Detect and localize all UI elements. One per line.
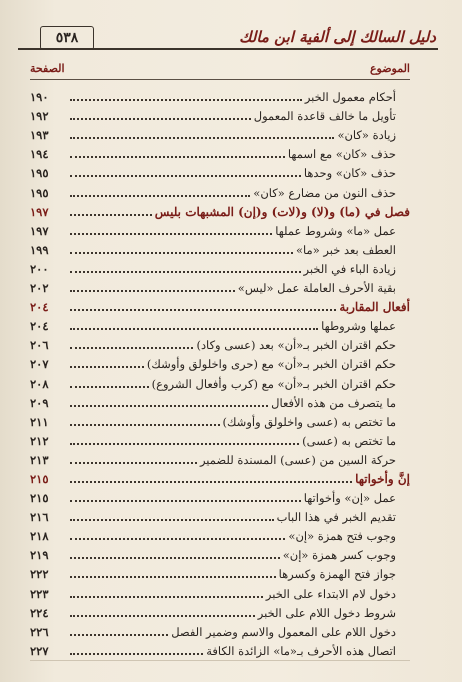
toc-entry <box>30 220 410 239</box>
entry-page-number: ١٩٢ <box>30 109 49 124</box>
entry-title: ما تختص به (عسى) <box>302 433 396 448</box>
toc-entry <box>30 124 410 143</box>
dot-leader <box>70 137 334 139</box>
entry-title: ما تختص به (عسى واخلولق وأوشك) <box>222 414 396 429</box>
dot-leader <box>70 118 251 120</box>
dot-leader <box>70 175 301 177</box>
dot-leader <box>70 309 336 311</box>
entry-title: حكم اقتران الخبر بـ«أن» بعد (عسى وكاد) <box>196 338 396 353</box>
entry-title: وجوب فتح همزة «إن» <box>288 529 396 544</box>
header-rule <box>18 48 438 50</box>
page-number: ٥٣٨ <box>40 26 94 50</box>
entry-title: دخول لام الابتداء على الخبر <box>265 586 396 601</box>
entry-page-number: ٢٢٢ <box>30 567 49 582</box>
toc-entry <box>30 105 410 124</box>
toc-entry <box>30 544 410 563</box>
entry-page-number: ١٩٥ <box>30 166 49 181</box>
dot-leader <box>70 500 301 502</box>
entry-page-number: ١٩٥ <box>30 185 49 200</box>
entry-page-number: ١٩٧ <box>30 204 49 219</box>
dot-leader <box>70 481 352 483</box>
toc-entry <box>30 315 410 334</box>
entry-title: العطف بعد خبر «ما» <box>296 242 396 257</box>
toc-entry <box>30 640 410 659</box>
column-header-rule <box>30 79 410 80</box>
entry-page-number: ١٩٠ <box>30 90 49 105</box>
entry-title: عملها وشروطها <box>321 319 396 334</box>
toc-entry <box>30 277 410 296</box>
toc-entry <box>30 334 410 353</box>
entry-page-number: ٢٠٧ <box>30 357 49 372</box>
toc-entry <box>30 449 410 468</box>
entry-title: شروط دخول اللام على الخبر <box>257 605 396 620</box>
toc-entry <box>30 239 410 258</box>
toc-entry <box>30 411 410 430</box>
toc-entry <box>30 162 410 181</box>
entry-page-number: ٢٢٣ <box>30 586 49 601</box>
entry-title: جواز فتح الهمزة وكسرها <box>278 567 396 582</box>
dot-leader <box>70 615 255 617</box>
dot-leader <box>70 634 168 636</box>
toc-entry <box>30 602 410 621</box>
dot-leader <box>70 366 144 368</box>
dot-leader <box>70 462 197 464</box>
dot-leader <box>70 252 293 254</box>
topic-column-header: الموضوع <box>369 62 410 75</box>
entry-title: ما يتصرف من هذه الأفعال <box>271 395 396 410</box>
entry-title: دخول اللام على المعمول والاسم وضمير الفصل <box>171 624 396 639</box>
entry-page-number: ٢٠٠ <box>30 261 49 276</box>
entry-page-number: ٢١٦ <box>30 510 49 525</box>
entry-page-number: ٢٠٩ <box>30 395 49 410</box>
toc-entry <box>30 372 410 391</box>
entry-title: حذف النون من مضارع «كان» <box>253 185 396 200</box>
page-column-header: الصفحة <box>30 62 65 75</box>
dot-leader <box>70 557 280 559</box>
bottom-rule <box>30 660 410 661</box>
entry-page-number: ١٩٧ <box>30 223 49 238</box>
toc-entries <box>30 86 410 659</box>
column-headers <box>30 62 410 80</box>
entry-page-number: ٢١٩ <box>30 548 49 563</box>
entry-title: عمل «ما» وشروط عملها <box>275 223 396 238</box>
dot-leader <box>70 386 149 388</box>
toc-entry <box>30 621 410 640</box>
entry-title: عمل «إن» وأخواتها <box>303 491 396 506</box>
entry-page-number: ١٩٣ <box>30 128 49 143</box>
toc-entry <box>30 563 410 582</box>
entry-title: حذف «كان» مع اسمها <box>287 147 396 162</box>
toc-section-heading <box>30 468 410 487</box>
entry-page-number: ٢١٣ <box>30 452 49 467</box>
entry-title: أفعال المقاربة <box>339 300 410 315</box>
dot-leader <box>70 290 235 292</box>
entry-title: وجوب كسر همزة «إن» <box>282 548 396 563</box>
page-header <box>18 26 438 52</box>
entry-page-number: ٢٠٤ <box>30 300 49 315</box>
toc-entry <box>30 258 410 277</box>
entry-title: أحكام معمول الخبر <box>304 90 396 105</box>
dot-leader <box>70 443 299 445</box>
entry-title: تأويل ما خالف قاعدة المعمول <box>253 109 396 124</box>
dot-leader <box>70 214 152 216</box>
entry-title: حكم اقتران الخبر بـ«أن» مع (كرب وأفعال الشروع) <box>151 376 396 391</box>
entry-page-number: ١٩٩ <box>30 242 49 257</box>
entry-page-number: ١٩٤ <box>30 147 49 162</box>
toc-entry <box>30 143 410 162</box>
entry-title: إنَّ وأخواتها <box>355 471 410 486</box>
entry-title: حذف «كان» وحدها <box>303 166 396 181</box>
entry-title: حركة السين من (عسى) المسندة للضمير <box>199 452 396 467</box>
running-title: دليل السالك إلى ألفية ابن مالك <box>239 28 436 46</box>
dot-leader <box>70 424 220 426</box>
entry-title: حكم اقتران الخبر بـ«أن» مع (حرى واخلولق وأوشك) <box>146 357 396 372</box>
entry-page-number: ٢٢٤ <box>30 605 49 620</box>
toc-section-heading <box>30 201 410 220</box>
dot-leader <box>70 195 250 197</box>
dot-leader <box>70 653 203 655</box>
toc-entry <box>30 392 410 411</box>
entry-title: اتصال هذه الأحرف بـ«ما» الزائدة الكافة <box>206 643 396 658</box>
dot-leader <box>70 156 285 158</box>
dot-leader <box>70 347 193 349</box>
dot-leader <box>70 576 276 578</box>
entry-title: زيادة «كان» <box>337 128 396 143</box>
toc-entry <box>30 86 410 105</box>
dot-leader <box>70 538 285 540</box>
dot-leader <box>70 596 263 598</box>
entry-title: تقديم الخبر في هذا الباب <box>276 510 396 525</box>
entry-page-number: ٢١٨ <box>30 529 49 544</box>
entry-title: زيادة الباء في الخبر <box>303 261 396 276</box>
entry-page-number: ٢١٥ <box>30 491 49 506</box>
toc-entry <box>30 506 410 525</box>
entry-page-number: ٢٠٢ <box>30 281 49 296</box>
dot-leader <box>70 233 272 235</box>
toc-entry <box>30 582 410 601</box>
entry-page-number: ٢٢٧ <box>30 643 49 658</box>
entry-page-number: ٢١١ <box>30 414 49 429</box>
dot-leader <box>70 328 318 330</box>
entry-title: بقية الأحرف العاملة عمل «ليس» <box>237 281 396 296</box>
toc-entry <box>30 487 410 506</box>
entry-title: فصل في (ما) و(لا) و(لات) و(إن) المشبهات بليس <box>154 204 410 219</box>
entry-page-number: ٢١٢ <box>30 433 49 448</box>
dot-leader <box>70 519 274 521</box>
toc-entry <box>30 525 410 544</box>
entry-page-number: ٢٠٤ <box>30 319 49 334</box>
toc-entry <box>30 181 410 200</box>
toc-section-heading <box>30 296 410 315</box>
entry-page-number: ٢٠٦ <box>30 338 49 353</box>
toc-entry <box>30 430 410 449</box>
toc-entry <box>30 353 410 372</box>
entry-page-number: ٢١٥ <box>30 471 49 486</box>
entry-page-number: ٢٢٦ <box>30 624 49 639</box>
dot-leader <box>70 99 302 101</box>
dot-leader <box>70 271 301 273</box>
dot-leader <box>70 405 268 407</box>
entry-page-number: ٢٠٨ <box>30 376 49 391</box>
